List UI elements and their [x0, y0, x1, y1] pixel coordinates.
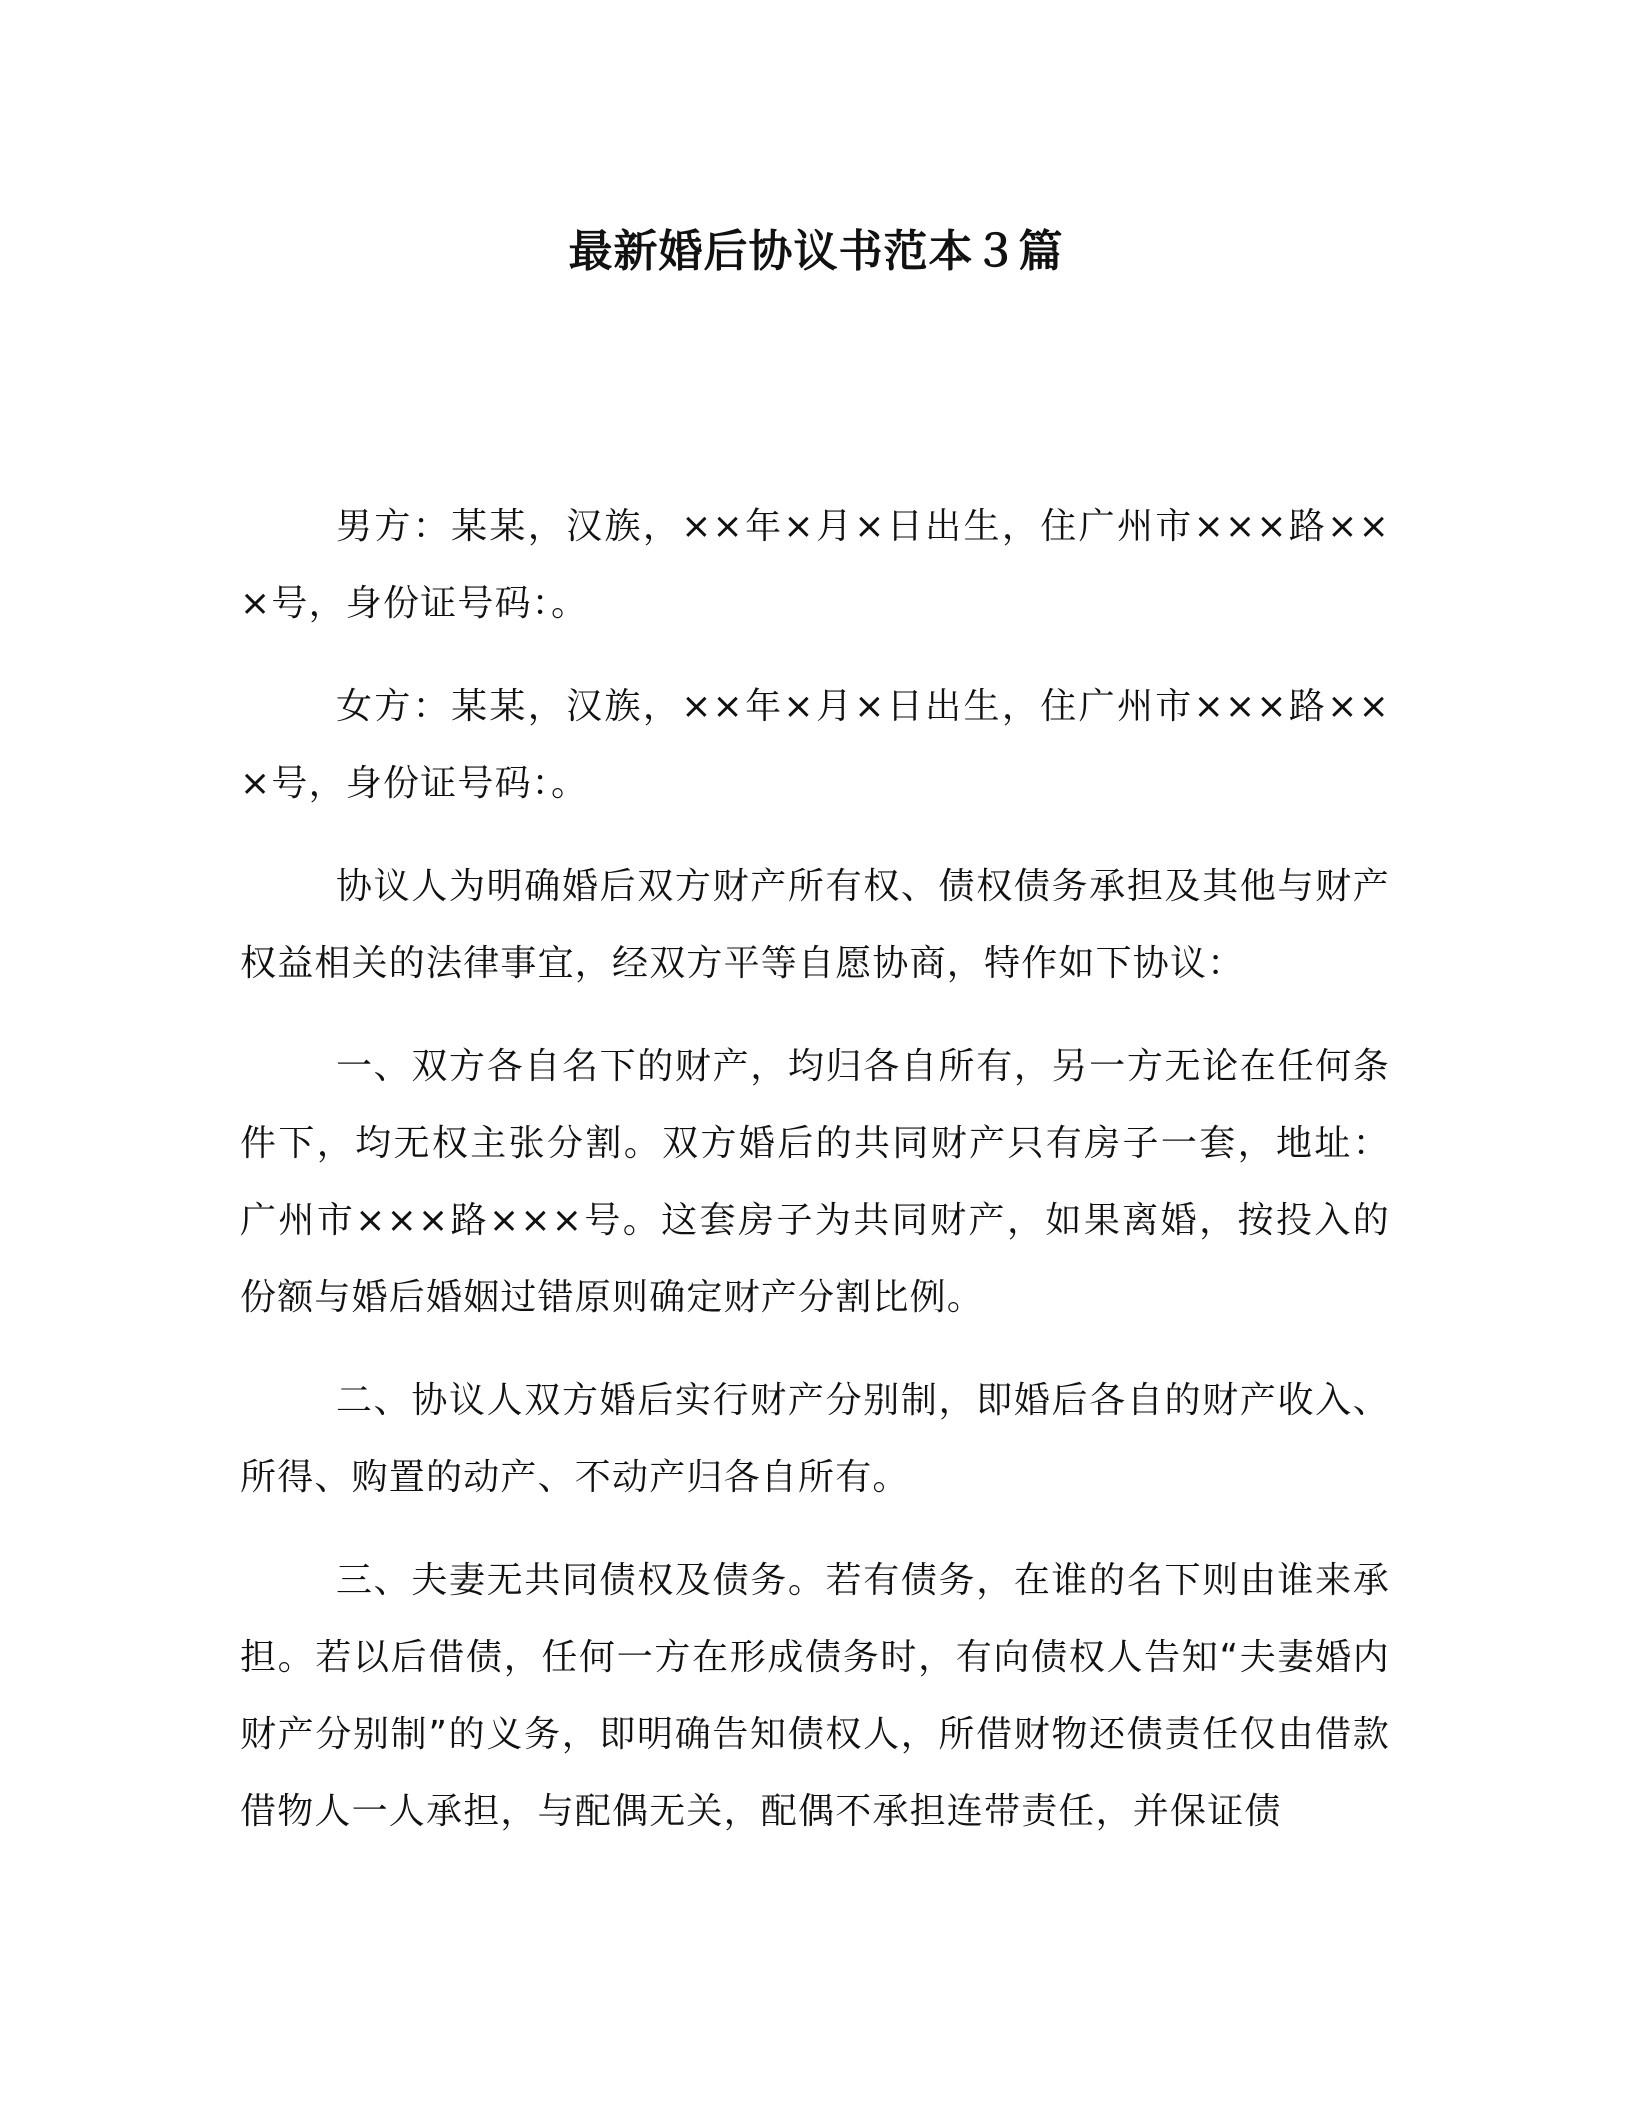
document-title: 最新婚后协议书范本３篇 [568, 226, 1064, 277]
paragraph-female-party: 女方：某某，汉族，××年×月×日出生，住广州市×××路×××号，身份证号码：。 [240, 686, 1390, 804]
paragraph-clause-3: 三、夫妻无共同债权及债务。若有债务，在谁的名下则由谁来承担。若以后借债，任何一方在形成债务时，有向债权人告知“夫妻婚内财产分别制”的义务，即明确告知债权人，所借财物还债责任仅由借款借物人一人承担，与配偶无关，配偶不承担连带责任，并保证债 [240, 1560, 1390, 1832]
paragraph-clause-2: 二、协议人双方婚后实行财产分别制，即婚后各自的财产收入、所得、购置的动产、不动产归各自所有。 [240, 1380, 1390, 1498]
paragraph-clause-1: 一、双方各自名下的财产，均归各自所有，另一方无论在任何条件下，均无权主张分割。双方婚后的共同财产只有房子一套，地址：广州市×××路×××号。这套房子为共同财产，如果离婚，按投入的份额与婚后婚姻过错原则确定财产分割比例。 [240, 1046, 1390, 1318]
document-body [240, 488, 1390, 1876]
paragraph-male-party: 男方：某某，汉族，××年×月×日出生，住广州市×××路×××号，身份证号码：。 [240, 506, 1390, 624]
paragraph-preamble: 协议人为明确婚后双方财产所有权、债权债务承担及其他与财产权益相关的法律事宜，经双方平等自愿协商，特作如下协议： [240, 866, 1390, 984]
